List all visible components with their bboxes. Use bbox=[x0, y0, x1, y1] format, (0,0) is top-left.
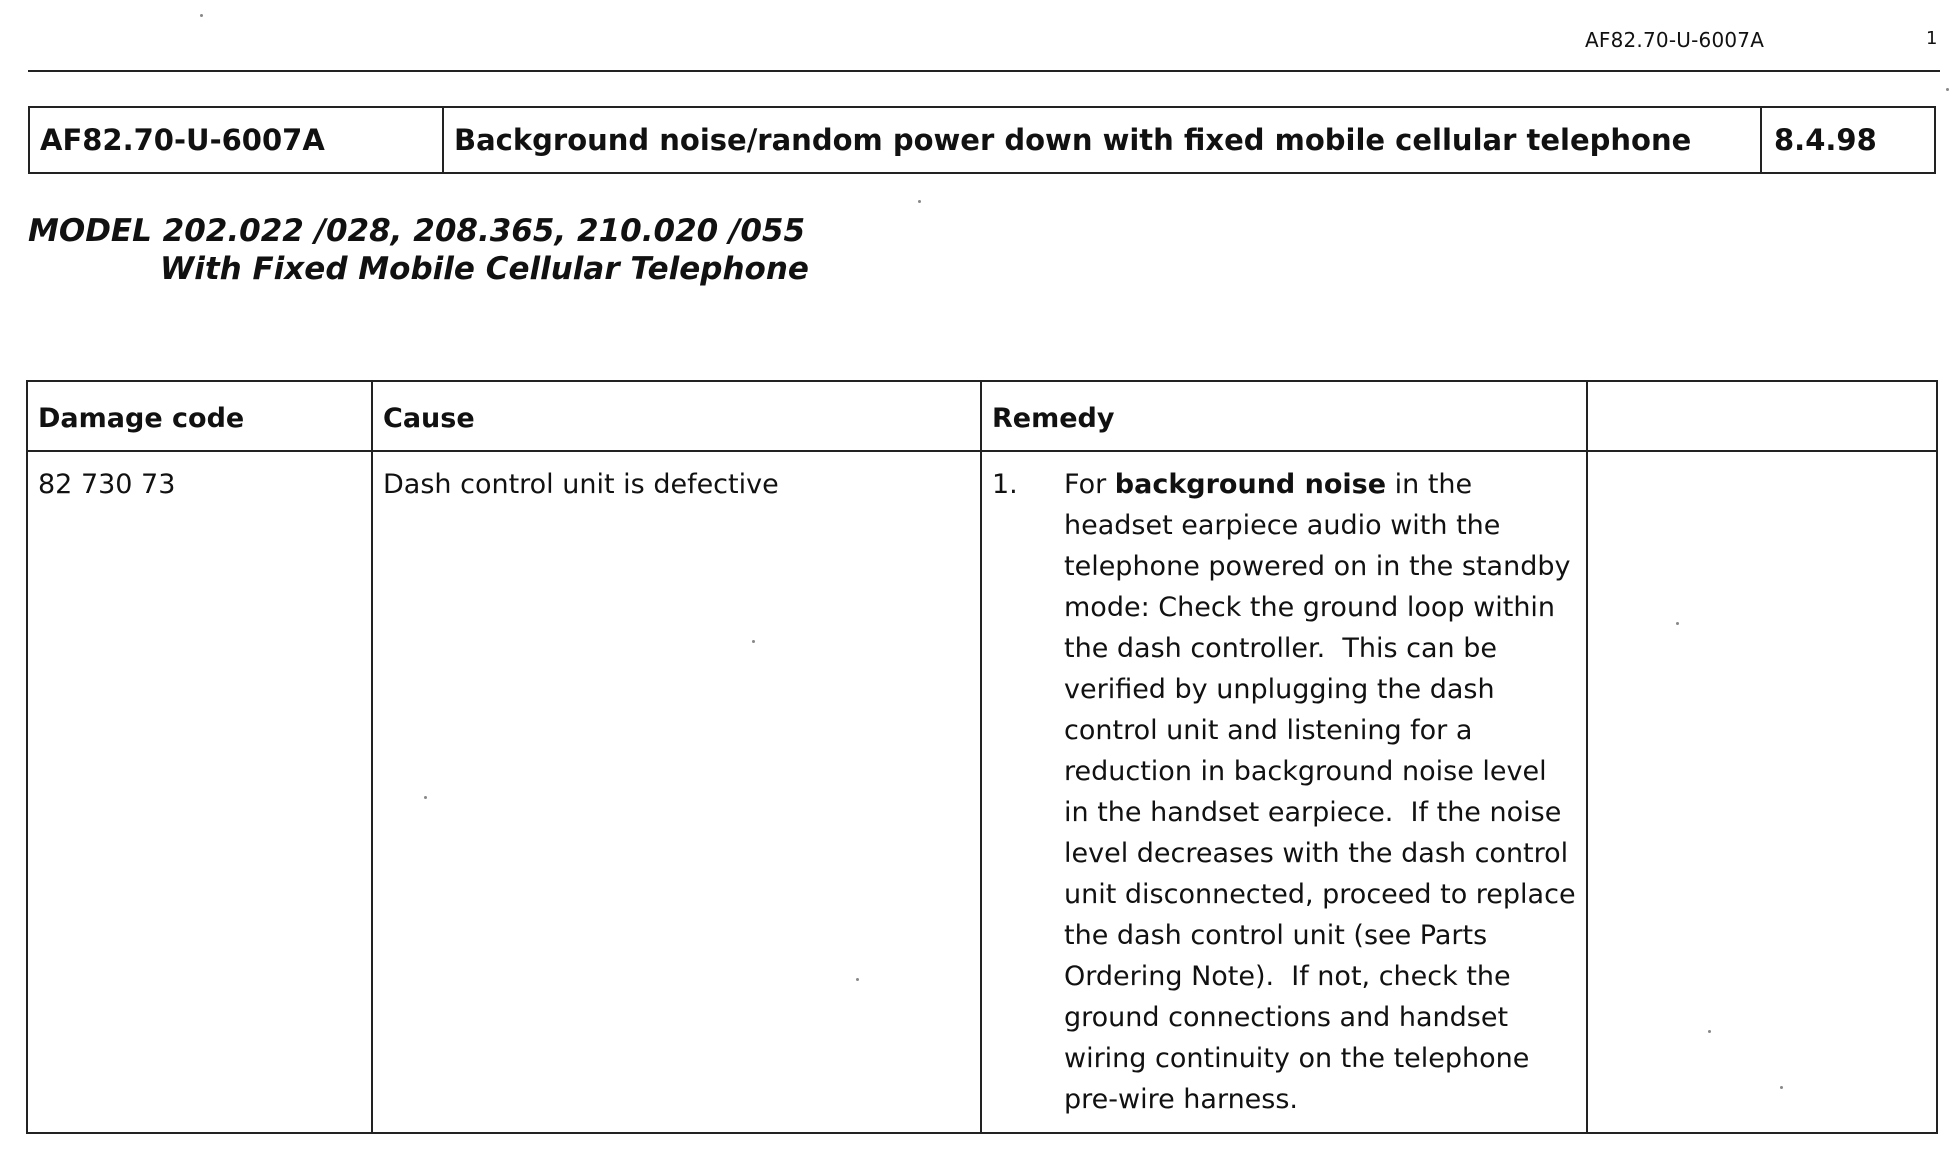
remedy-item bbox=[992, 464, 1585, 1120]
header-blank bbox=[1588, 382, 1936, 450]
remedy-body: in the headset earpiece audio with the telephone powered on in the standby mode: Check the ground loop within the dash controller. This can be verified by unplugging the dash control unit and listening for a reduction in background noise level in the handset earpiece. If the noise level decreases with the dash control unit disconnected, proceed to replace the dash control unit (see Parts Ordering Note). If not, check the ground connections and handset wiring continuity on the telephone pre-wire harness. bbox=[1064, 469, 1585, 1115]
remedy-lead: For bbox=[1064, 469, 1115, 500]
scan-speck bbox=[1946, 88, 1949, 91]
model-heading bbox=[28, 212, 809, 288]
header-damage-code: Damage code bbox=[28, 382, 373, 450]
scan-speck bbox=[856, 978, 859, 981]
header-rule bbox=[28, 70, 1940, 72]
scan-speck bbox=[200, 14, 203, 17]
scan-speck bbox=[918, 200, 921, 203]
scan-speck bbox=[424, 796, 427, 799]
table-row bbox=[28, 452, 1936, 1132]
scan-speck bbox=[1708, 1030, 1711, 1033]
remedy-text bbox=[1064, 464, 1585, 1120]
cell-remedy bbox=[982, 452, 1588, 1132]
title-code: AF82.70-U-6007A bbox=[30, 108, 444, 172]
header-doc-id: AF82.70-U-6007A bbox=[1585, 28, 1765, 52]
table-header-row bbox=[28, 382, 1936, 452]
model-line-1: MODEL 202.022 /028, 208.365, 210.020 /055 bbox=[28, 213, 806, 249]
title-date: 8.4.98 bbox=[1774, 123, 1877, 157]
remedy-number: 1. bbox=[992, 469, 1018, 500]
cell-cause: Dash control unit is defective bbox=[373, 452, 982, 1132]
remedy-bold: background noise bbox=[1114, 469, 1387, 500]
cell-blank bbox=[1588, 452, 1936, 1132]
scan-speck bbox=[1780, 1086, 1783, 1089]
page-number: 1 bbox=[1926, 28, 1938, 49]
header-cause: Cause bbox=[373, 382, 982, 450]
scan-speck bbox=[1676, 622, 1679, 625]
cell-damage-code: 82 730 73 bbox=[28, 452, 373, 1132]
title-subject: Background noise/random power down with fixed mobile cellular telephone bbox=[444, 108, 1762, 172]
title-bar bbox=[28, 106, 1936, 174]
damage-table bbox=[26, 380, 1938, 1134]
scan-speck bbox=[752, 640, 755, 643]
model-line-2: With Fixed Mobile Cellular Telephone bbox=[160, 251, 809, 287]
header-remedy: Remedy bbox=[982, 382, 1588, 450]
page-header bbox=[0, 0, 1956, 75]
